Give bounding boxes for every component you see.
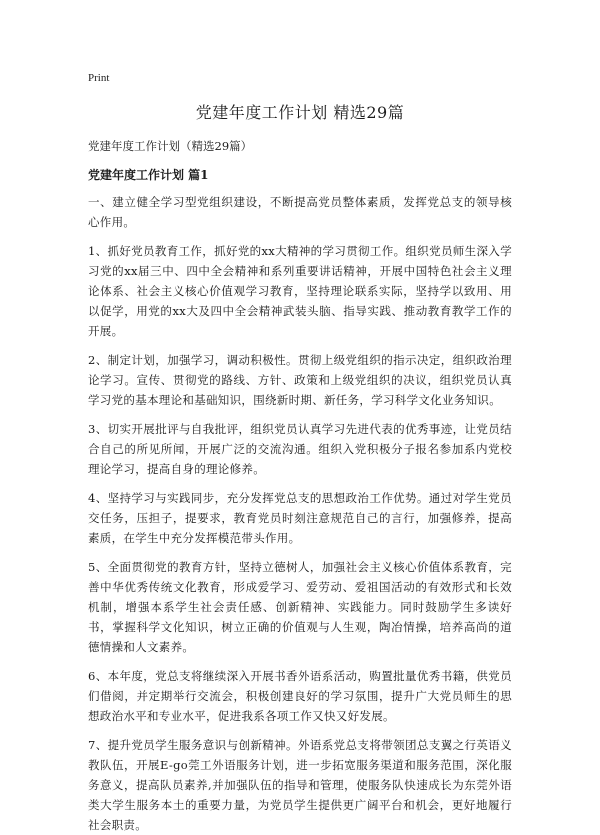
paragraph: 7、提升党员学生服务意识与创新精神。外语系党总支将带领团总支翼之行英语义教队伍，开展E-go莞工外语服务计划，进一步拓宽服务渠道和服务范围，深化服务意义，提高队员素养,并加强队伍的指导和管理，使服务队快速成长为东莞外语类大学生服务本土的重要力量，为党员学生提供更广阔平台和机会，更好地履行社会职责。 <box>88 738 512 832</box>
paragraph: 6、本年度，党总支将继续深入开展书香外语系活动，购置批量优秀书籍，供党员们借阅，并定期举行交流会，积极创建良好的学习氛围，提升广大党员师生的思想政治水平和专业水平，促进我系各项工作又快又好发展。 <box>88 669 512 723</box>
paragraph: 5、全面贯彻党的教育方针，坚持立德树人，加强社会主义核心价值体系教育，完善中华优秀传统文化教育，形成爱学习、爱劳动、爱祖国活动的有效形式和长效机制，增强本系学生社会责任感、创新精神、实践能力。同时鼓励学生多读好书，掌握科学文化知识，树立正确的价值观与人生观，陶冶情操，培养高尚的道德情操和人文素养。 <box>88 560 512 654</box>
print-link[interactable]: Print <box>88 72 110 84</box>
paragraph: 3、切实开展批评与自我批评，组织党员认真学习先进代表的优秀事迹，让党员结合自己的所见所闻，开展广泛的交流沟通。组织入党积极分子报名参加系内党校理论学习，提高自身的理论修养。 <box>88 422 512 476</box>
paragraph: 1、抓好党员教育工作，抓好党的xx大精神的学习贯彻工作。组织党员师生深入学习党的xx届三中、四中全会精神和系列重要讲话精神，开展中国特色社会主义理论体系、社会主义核心价值观学习教育，坚持理论联系实际，坚持学以致用、用以促学，用党的xx大及四中全会精神武装头脑、指导实践、推动教育教学工作的开展。 <box>88 244 512 338</box>
page-title: 党建年度工作计划 精选29篇 <box>195 103 405 122</box>
paragraph: 4、坚持学习与实践同步，充分发挥党总支的思想政治工作优势。通过对学生党员交任务，压担子，提要求，教育党员时刻注意规范自己的言行，加强修养，提高素质，在学生中充分发挥模范带头作用。 <box>88 491 512 545</box>
document-subtitle: 党建年度工作计划（精选29篇） <box>88 139 253 153</box>
section-heading: 党建年度工作计划 篇1 <box>88 168 209 182</box>
paragraph: 一、建立健全学习型党组织建设，不断提高党员整体素质，发挥党总支的领导核心作用。 <box>88 195 512 229</box>
paragraph: 2、制定计划，加强学习，调动积极性。贯彻上级党组织的指示决定，组织政治理论学习。宣传、贯彻党的路线、方针、政策和上级党组织的决议，组织党员认真学习党的基本理论和基础知识，围绕新时期、新任务，学习科学文化业务知识。 <box>88 353 512 407</box>
